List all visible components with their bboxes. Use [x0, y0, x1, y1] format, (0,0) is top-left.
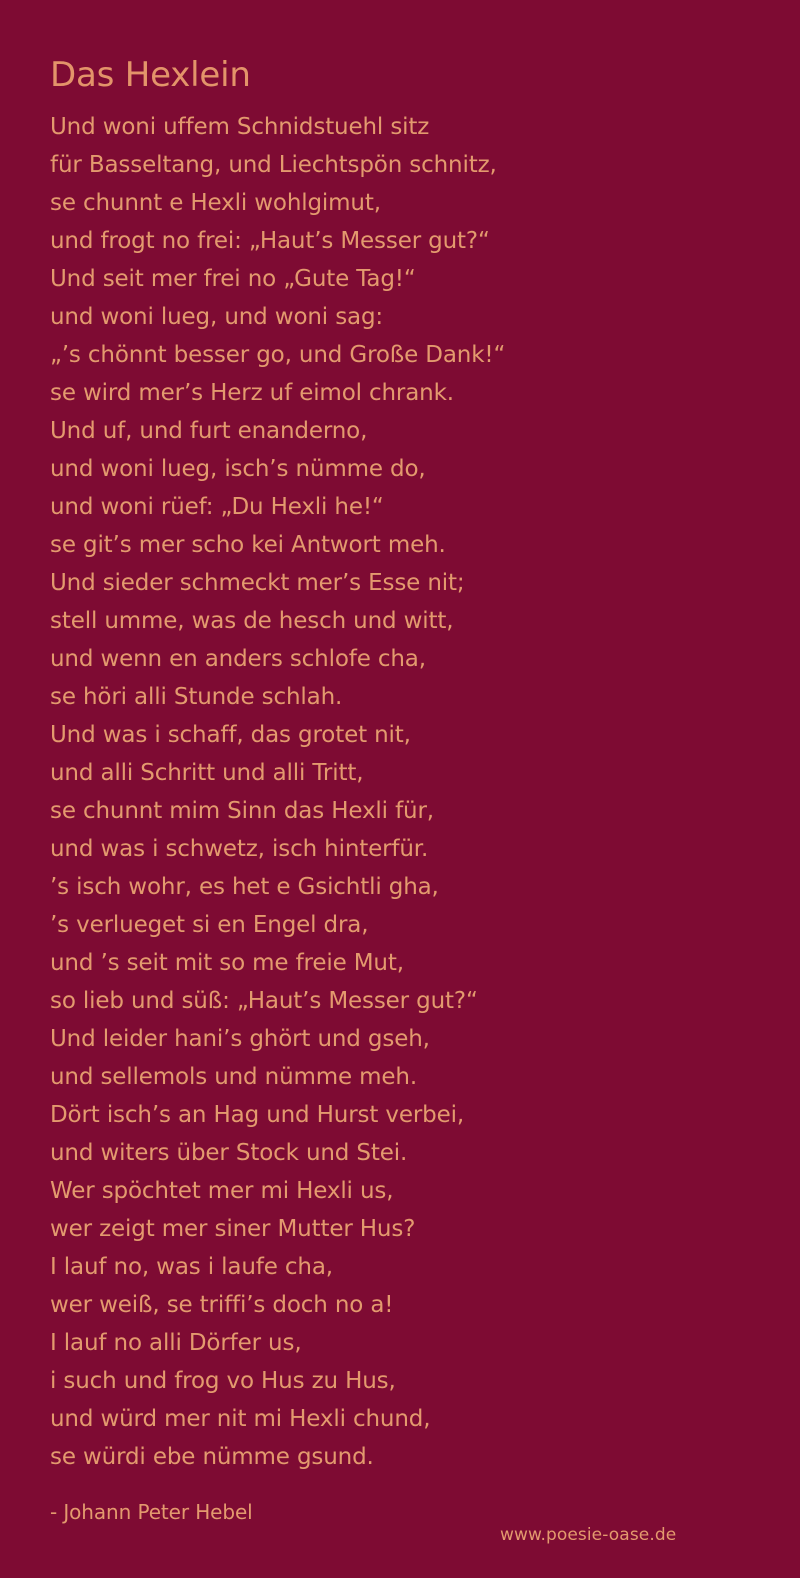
poem-line: se chunnt e Hexli wohlgimut,: [50, 190, 381, 216]
poem-author: - Johann Peter Hebel: [50, 1500, 253, 1524]
poem-body: [50, 108, 750, 1476]
poem-line: und alli Schritt und alli Tritt,: [50, 760, 364, 786]
poem-line: Wer spöchtet mer mi Hexli us,: [50, 1178, 394, 1204]
poem-line: Und sieder schmeckt mer’s Esse nit;: [50, 570, 465, 596]
poem-line: Dört isch’s an Hag und Hurst verbei,: [50, 1102, 465, 1128]
poem-line: Und uf, und furt enanderno,: [50, 418, 368, 444]
poem-line: se wird mer’s Herz uf eimol chrank.: [50, 380, 454, 406]
poem-line: se git’s mer scho kei Antwort meh.: [50, 532, 446, 558]
poem-line: I lauf no, was i laufe cha,: [50, 1254, 333, 1280]
poem-line: und sellemols und nümme meh.: [50, 1064, 418, 1090]
poem-line: wer weiß, se triffi’s doch no a!: [50, 1292, 394, 1318]
poem-line: ’s isch wohr, es het e Gsichtli gha,: [50, 874, 439, 900]
poem-line: Und was i schaff, das grotet nit,: [50, 722, 411, 748]
poem-line: se würdi ebe nümme gsund.: [50, 1444, 374, 1470]
poem-line: und woni rüef: „Du Hexli he!“: [50, 494, 384, 520]
poem-line: und frogt no frei: „Haut’s Messer gut?“: [50, 228, 490, 254]
poem-title: Das Hexlein: [50, 55, 251, 95]
poem-line: ’s verlueget si en Engel dra,: [50, 912, 369, 938]
poem-line: für Basseltang, und Liechtspön schnitz,: [50, 152, 497, 178]
poem-line: Und woni uffem Schnidstuehl sitz: [50, 114, 430, 140]
poem-line: Und leider hani’s ghört und gseh,: [50, 1026, 430, 1052]
website-link[interactable]: www.poesie-oase.de: [500, 1525, 677, 1545]
poem-line: und woni lueg, isch’s nümme do,: [50, 456, 426, 482]
poem-line: I lauf no alli Dörfer us,: [50, 1330, 302, 1356]
poem-line: und witers über Stock und Stei.: [50, 1140, 408, 1166]
poem-line: und woni lueg, und woni sag:: [50, 304, 384, 330]
poem-line: und was i schwetz, isch hinterfür.: [50, 836, 429, 862]
poem-line: und würd mer nit mi Hexli chund,: [50, 1406, 431, 1432]
poem-line: so lieb und süß: „Haut’s Messer gut?“: [50, 988, 478, 1014]
poem-line: se höri alli Stunde schlah.: [50, 684, 343, 710]
poem-card: [50, 52, 750, 1476]
poem-line: „’s chönnt besser go, und Große Dank!“: [50, 342, 506, 368]
poem-line: Und seit mer frei no „Gute Tag!“: [50, 266, 416, 292]
poem-line: und wenn en anders schlofe cha,: [50, 646, 426, 672]
poem-line: wer zeigt mer siner Mutter Hus?: [50, 1216, 416, 1242]
poem-line: stell umme, was de hesch und witt,: [50, 608, 454, 634]
poem-line: se chunnt mim Sinn das Hexli für,: [50, 798, 434, 824]
poem-line: i such und frog vo Hus zu Hus,: [50, 1368, 396, 1394]
poem-line: und ’s seit mit so me freie Mut,: [50, 950, 404, 976]
